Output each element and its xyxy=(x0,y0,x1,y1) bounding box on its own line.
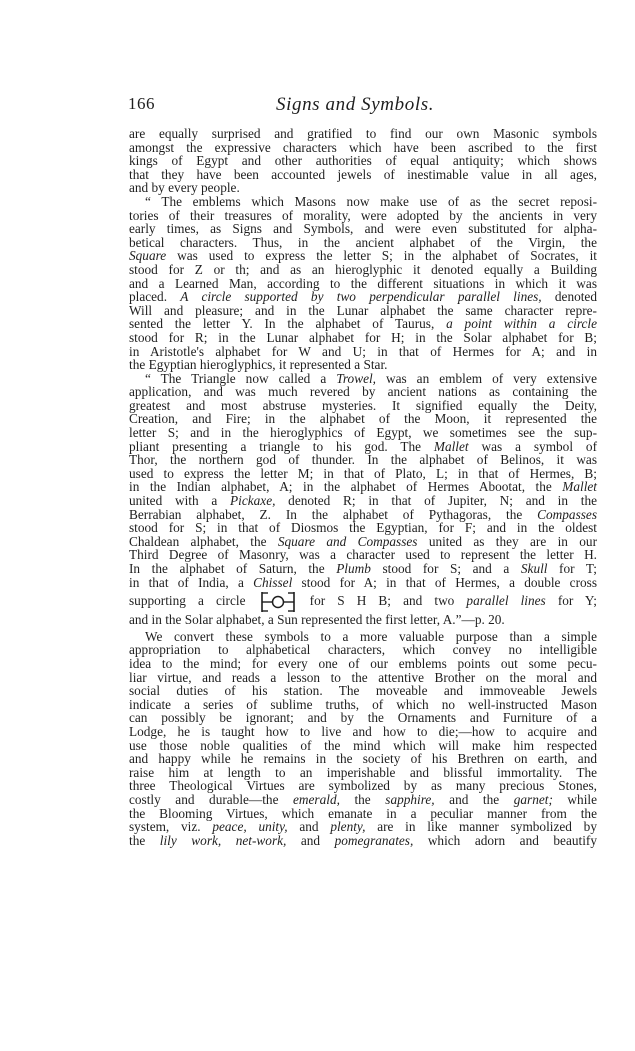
text-run: costly and durable—the xyxy=(129,791,294,807)
text-run: in that of India, a xyxy=(129,574,254,590)
text-run: pliant presenting a triangle to his god. The xyxy=(129,438,434,454)
text-run: denoted R; in that of Jupiter, N; and in the xyxy=(275,493,597,509)
text-run: was a symbol of xyxy=(468,438,597,454)
paragraph-1 xyxy=(129,127,597,195)
text-line: amongst the expressive characters which have been ascribed to the first xyxy=(129,139,597,155)
italic-term: Chissel xyxy=(253,574,293,590)
text-run: the xyxy=(129,832,160,848)
text-line: “ The emblems which Masons now make use of as the secret reposi- xyxy=(145,193,597,209)
text-line: and happy while he remains in the society of his Brethren on earth, and xyxy=(129,751,597,767)
text-line: appropriation to alphabetical characters, which convey no intelligible xyxy=(129,642,597,658)
text-line: tories of their treasures of morality, were adopted by the ancients in very xyxy=(129,207,597,223)
running-title: Signs and Symbols. xyxy=(276,94,435,115)
text-line xyxy=(129,589,597,613)
text-line: raise him at length to an imperishable and blissful immortality. The xyxy=(129,764,597,780)
text-line: Thor, the northern god of thunder. In the alphabet of Belinos, it was xyxy=(129,452,597,468)
text-line: Will and pleasure; and in the Lunar alphabet the same character repre- xyxy=(129,302,597,318)
text-line: We convert these symbols to a more valuable purpose than a simple xyxy=(145,628,597,644)
text-line: use those noble qualities of the mind which will make him respected xyxy=(129,737,597,753)
text-run: united as they are in our xyxy=(417,533,598,549)
text-run: Berrabian alphabet, Z. In the alphabet of Pythagoras, the xyxy=(129,506,538,522)
text-line xyxy=(129,793,597,807)
text-line: indicate a series of sublime truths, of which no well-instructed Mason xyxy=(129,696,597,712)
text-run: and xyxy=(287,819,331,835)
italic-term: pomegranates, xyxy=(334,832,414,848)
italic-term: parallel lines xyxy=(466,593,546,609)
text-run: united with a xyxy=(129,493,231,509)
text-line xyxy=(129,562,597,576)
text-run: system, viz. xyxy=(129,819,213,835)
text-line xyxy=(129,508,597,522)
text-line: the Blooming Virtues, which emanate in a peculiar manner from the xyxy=(129,805,597,821)
italic-term: a point within a circle xyxy=(446,316,598,332)
body-text xyxy=(129,127,597,847)
italic-term: Pickaxe, xyxy=(230,493,276,509)
text-line xyxy=(129,834,597,848)
text-line: letter S; and in the hieroglyphics of Egypt, we sometimes see the sup- xyxy=(129,425,597,441)
text-line: the Egyptian hieroglyphics, it represented a Star. xyxy=(129,357,388,373)
page-number: 166 xyxy=(128,94,155,113)
italic-term: A circle supported by two perpendicular parallel lines, xyxy=(180,289,542,305)
text-run: stood for A; in that of Hermes, a double cross xyxy=(292,574,598,590)
italic-term: Compasses xyxy=(537,506,597,522)
text-run: and xyxy=(286,832,335,848)
text-line xyxy=(129,290,597,304)
text-line xyxy=(129,494,597,508)
text-line: greatest and most abstruse mysteries. It signified equally the Deity, xyxy=(129,397,597,413)
text-run: placed. xyxy=(129,289,181,305)
italic-term: lily work, net-work, xyxy=(159,832,287,848)
text-line: stood for S; in that of Diosmos the Egyptian, for F; and in the oldest xyxy=(129,520,597,536)
text-line: liar virtue, and reads a lesson to the attentive Brother on the moral and xyxy=(129,669,597,685)
text-line: and in the Solar alphabet, a Sun represented the first letter, A.”—p. 20. xyxy=(129,612,505,628)
text-line: and a Learned Man, according to the different situations in which it was xyxy=(129,275,597,291)
text-line: three Theological Virtues are symbolized by as many precious Stones, xyxy=(129,778,597,794)
text-line: Lodge, he is taught how to live and how to die;—how to acquire and xyxy=(129,723,597,739)
text-run: stood for S; and a xyxy=(370,561,521,576)
text-line: early times, as Signs and Symbols, and were even substituted for alpha- xyxy=(129,221,597,237)
italic-term: Plumb xyxy=(336,561,371,576)
text-run: “ The Triangle now called a xyxy=(145,370,337,386)
italic-term: plenty, xyxy=(330,819,366,835)
text-run: for Y; xyxy=(545,593,597,609)
text-line: kings of Egypt and other authorities of equal antiquity; which shows xyxy=(129,153,597,169)
text-run: are in like manner symbolized by xyxy=(365,819,597,835)
text-run: for T; xyxy=(547,561,597,576)
italic-term: Square and Compasses xyxy=(277,533,418,549)
text-run: the xyxy=(339,791,386,807)
italic-term: peace, unity, xyxy=(212,819,288,835)
text-line: social duties of his station. The moveable and immoveable Jewels xyxy=(129,683,597,699)
text-run: and the xyxy=(434,791,514,807)
page-header xyxy=(128,94,596,120)
text-line xyxy=(129,249,597,263)
text-run: denoted xyxy=(541,289,597,305)
text-line: application, and was much revered by ancient nations as containing the xyxy=(129,384,597,400)
text-line xyxy=(129,576,597,590)
text-line: Creation, and Fire; in the alphabet of the Moon, it represented the xyxy=(129,411,597,427)
text-line: stood for Z or th; and as an hieroglyphic it denoted equally a Building xyxy=(129,261,597,277)
paragraph-3 xyxy=(129,372,597,627)
text-line: that they have been accounted jewels of inestimable value in all ages, xyxy=(129,166,597,182)
text-line xyxy=(129,440,597,454)
text-run: Chaldean alphabet, the xyxy=(129,533,278,549)
text-run: which adorn and beautify xyxy=(413,832,597,848)
text-line: Third Degree of Masonry, was a character used to represent the letter H. xyxy=(129,547,597,563)
text-line xyxy=(129,317,597,331)
text-line: in Aristotle's alphabet for W and U; in that of Hermes for A; and in xyxy=(129,343,597,359)
italic-term: Mallet xyxy=(433,438,469,454)
italic-term: Square xyxy=(129,248,167,264)
italic-term: Mallet xyxy=(562,479,597,495)
text-run: supporting a circle xyxy=(129,593,258,609)
text-run: In the alphabet of Saturn, the xyxy=(129,561,337,576)
text-line: betical characters. Thus, in the ancient alphabet of the Virgin, the xyxy=(129,234,597,250)
italic-term: garnet; xyxy=(513,791,553,807)
italic-term: Skull xyxy=(520,561,548,576)
double-cross-circle-icon xyxy=(260,591,296,613)
text-line: can possibly be ignorant; and by the Ornaments and Furniture of a xyxy=(129,710,597,726)
text-line xyxy=(129,820,597,834)
text-run: while xyxy=(552,791,597,807)
text-run: sented the letter Y. In the alphabet of Taurus, xyxy=(129,316,447,332)
text-run: in the Indian alphabet, A; in the alphabet of Hermes Abootat, the xyxy=(129,479,563,495)
paragraph-2 xyxy=(129,195,597,372)
text-line: stood for R; in the Lunar alphabet for H; in the Solar alphabet for B; xyxy=(129,329,597,345)
text-run: was an emblem of very extensive xyxy=(376,370,597,386)
text-line xyxy=(129,372,597,386)
text-line xyxy=(129,535,597,549)
text-line: idea to the mind; for every one of our emblems points out some pecu- xyxy=(129,655,597,671)
text-line: and by every people. xyxy=(129,180,240,196)
paragraph-4 xyxy=(129,630,597,848)
italic-term: emerald, xyxy=(293,791,340,807)
italic-term: sapphire, xyxy=(385,791,435,807)
italic-term: Trowel, xyxy=(336,370,376,386)
text-line xyxy=(129,480,597,494)
text-run: was used to express the letter S; in the alphabet of Socrates, it xyxy=(166,248,597,264)
text-run: for S H B; and two xyxy=(297,593,467,609)
text-line: used to express the letter M; in that of Plato, L; in that of Hermes, B; xyxy=(129,465,597,481)
text-line: are equally surprised and gratified to find our own Masonic symbols xyxy=(129,126,597,141)
